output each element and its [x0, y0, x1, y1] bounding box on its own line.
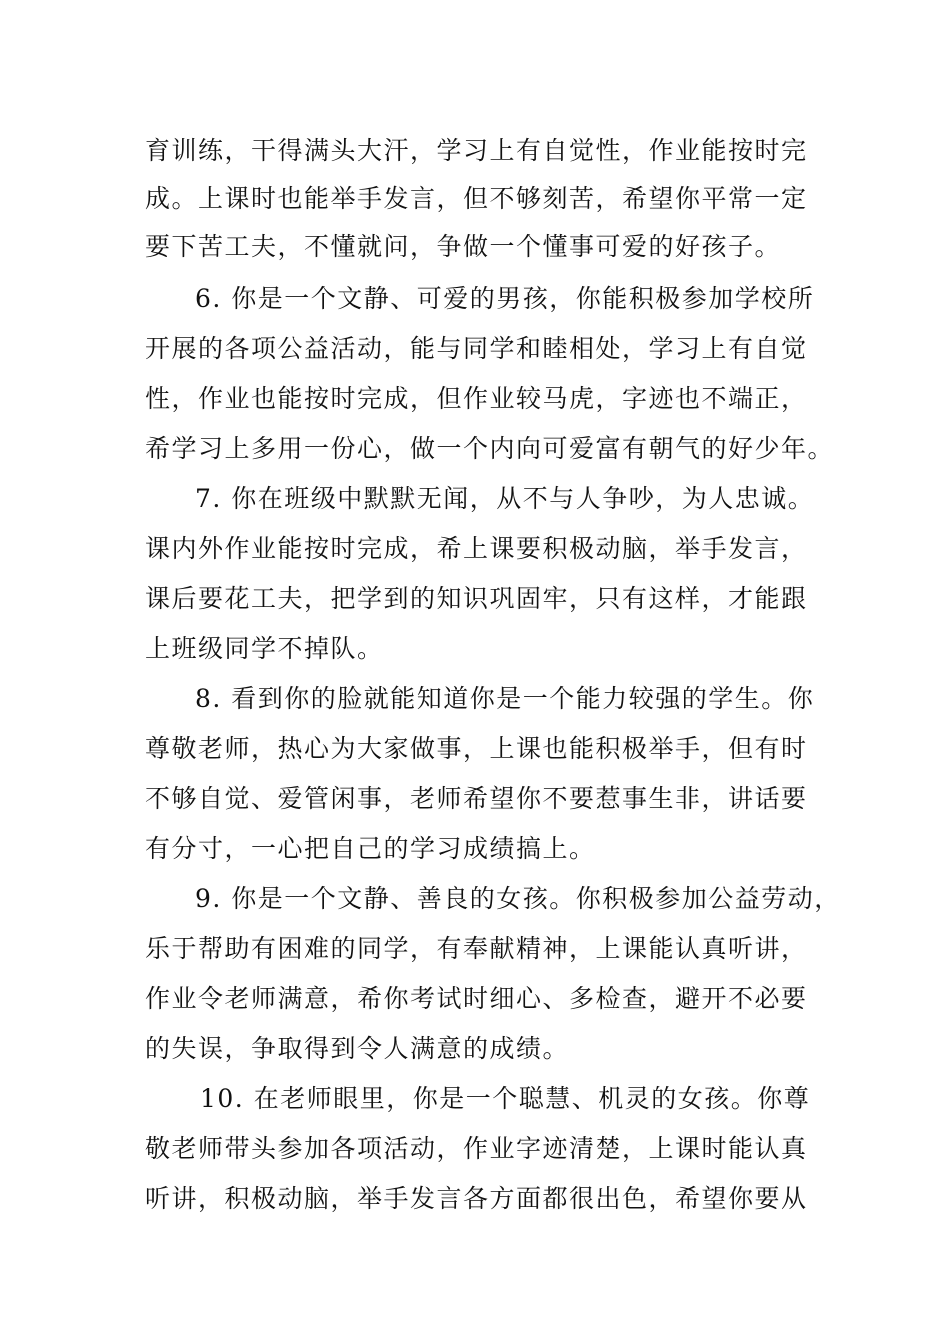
- text-line: 不够自觉、爱管闲事，老师希望你不要惹事生非，讲话要: [145, 784, 808, 813]
- text-line: 作业令老师满意，希你考试时细心、多检查，避开不必要: [145, 984, 808, 1013]
- text-line: 有分寸，一心把自己的学习成绩搞上。: [145, 834, 596, 863]
- text-line: 敬老师带头参加各项活动，作业字迹清楚，上课时能认真: [145, 1134, 808, 1163]
- paragraph-6-first-line: 6. 你是一个文静、可爱的男孩，你能积极参加学校所: [195, 284, 815, 313]
- text-line: 乐于帮助有困难的同学，有奉献精神，上课能认真听讲，: [145, 934, 808, 963]
- text-line: 课内外作业能按时完成，希上课要积极动脑，举手发言，: [145, 534, 808, 563]
- text-line: 尊敬老师，热心为大家做事，上课也能积极举手，但有时: [145, 734, 808, 763]
- text-line: 的失误，争取得到令人满意的成绩。: [145, 1034, 570, 1063]
- paragraph-10-first-line: 10. 在老师眼里，你是一个聪慧、机灵的女孩。你尊: [200, 1084, 811, 1113]
- text-line: 成。上课时也能举手发言，但不够刻苦，希望你平常一定: [145, 184, 808, 213]
- text-line: 听讲，积极动脑，举手发言各方面都很出色，希望你要从: [145, 1184, 808, 1213]
- paragraph-9-first-line: 9. 你是一个文静、善良的女孩。你积极参加公益劳动，: [195, 884, 841, 913]
- text-line: 育训练，干得满头大汗，学习上有自觉性，作业能按时完: [145, 136, 808, 165]
- text-line: 希学习上多用一份心，做一个内向可爱富有朝气的好少年。: [145, 434, 835, 463]
- text-line: 要下苦工夫，不懂就问，争做一个懂事可爱的好孩子。: [145, 232, 782, 261]
- text-line: 课后要花工夫，把学到的知识巩固牢，只有这样，才能跟: [145, 584, 808, 613]
- text-line: 性，作业也能按时完成，但作业较马虎，字迹也不端正，: [145, 384, 808, 413]
- paragraph-7-first-line: 7. 你在班级中默默无闻，从不与人争吵，为人忠诚。: [195, 484, 815, 513]
- paragraph-8-first-line: 8. 看到你的脸就能知道你是一个能力较强的学生。你: [195, 684, 815, 713]
- text-line: 开展的各项公益活动，能与同学和睦相处，学习上有自觉: [145, 334, 808, 363]
- text-line: 上班级同学不掉队。: [145, 634, 384, 663]
